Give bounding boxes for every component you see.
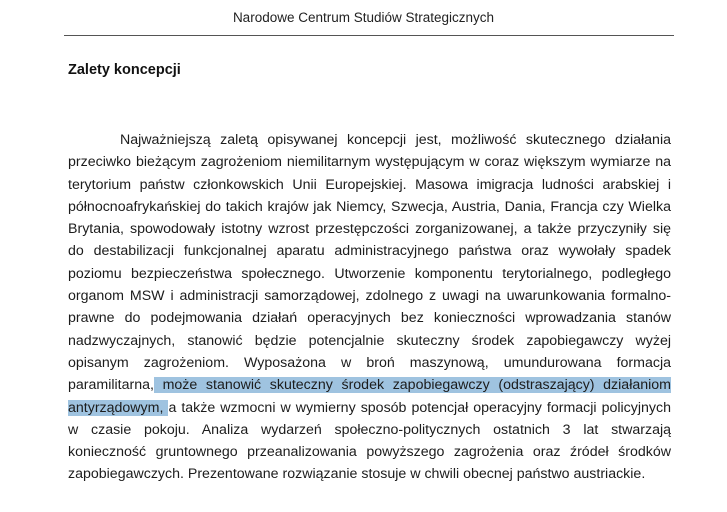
header-divider xyxy=(64,35,674,36)
paragraph-text-after-selection: a także wzmocni w wymierny sposób potencjał operacyjny formacji policyjnych w czasie pokoju. Analiza wydarzeń społeczno-politycznych ostatnich 3 lat stwarzają konieczność gruntownego przeanalizowania powyższego zagrożenia oraz źródeł środków zapobiegawczych. Prezentowane rozwiązanie stosuje w chwili obecnej państwo austriackie. xyxy=(68,399,671,483)
paragraph-text-before-selection: Najważniejszą zaletą opisywanej koncepcji jest, możliwość skutecznego działania przeciwko bieżącym zagrożeniom niemilitarnym występującym w coraz większym wymiarze na terytorium państw członkowskich Unii Europejskiej. Masowa imigracja ludności arabskiej i północnoafrykańskiej do takich krajów jak Niemcy, Szwecja, Austria, Dania, Francja czy Wielka Brytania, spowodowały istotny wzrost przestępczości zorganizowanej, a także przyczyniły się do destabilizacji funkcjonalnej aparatu administracyjnego państwa oraz wywołały spadek poziomu bezpieczeństwa społecznego. Utworzenie komponentu terytorialnego, podległego organom MSW i administracji samorządowej, zdolnego z uwagi na uwarunkowania formalno-prawne do podejmowania działań operacyjnych bez konieczności wprowadzania stanów nadzwyczajnych, stanowić będzie potencjalnie skuteczny środek zapobiegawczy wyżej opisanym zagrożeniom. Wyposażona w broń maszynową, umundurowana formacja paramilitarna, xyxy=(68,132,671,394)
section-title: Zalety koncepcji xyxy=(68,62,181,78)
selected-text-highlight[interactable]: może stanowić skuteczny środek zapobiegawczy (odstraszający) działaniom antyrządowym, xyxy=(68,377,671,416)
page-header: Narodowe Centrum Studiów Strategicznych xyxy=(232,10,495,25)
body-paragraph[interactable] xyxy=(68,129,671,486)
